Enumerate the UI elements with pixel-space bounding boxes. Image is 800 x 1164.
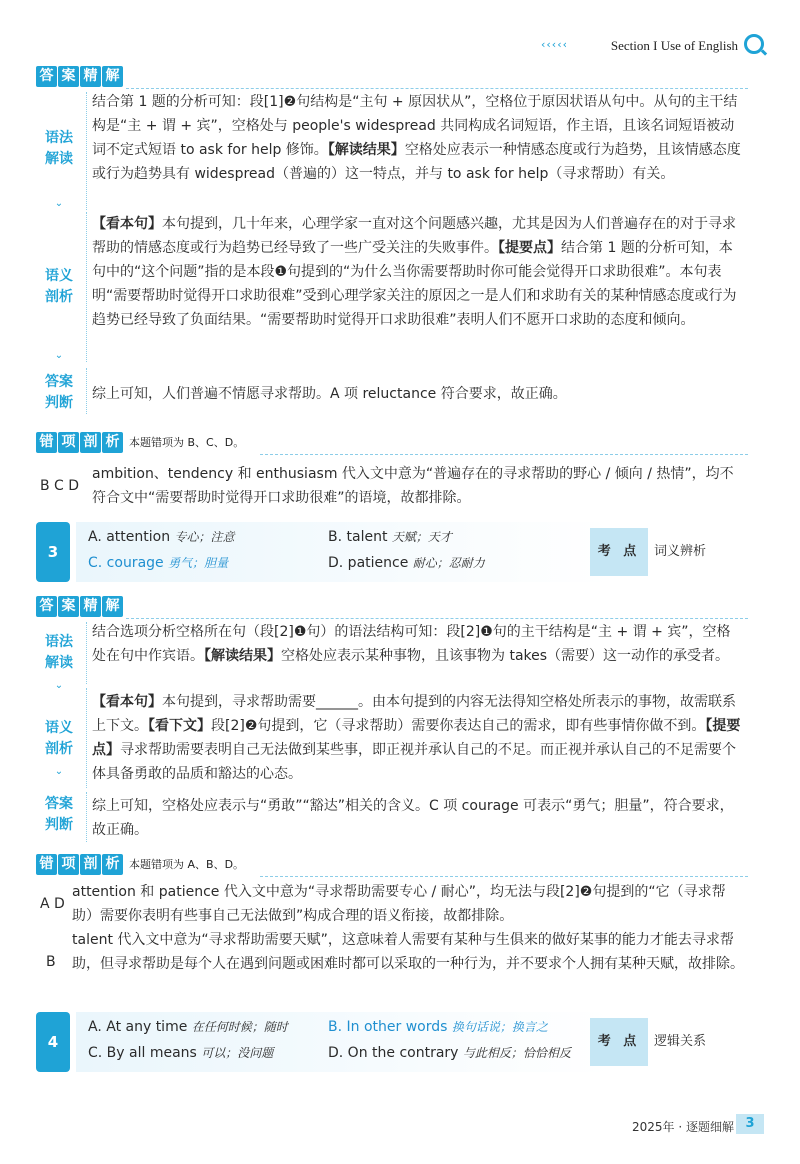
chevron-down-icon: ⌄ — [54, 680, 64, 691]
badge-char: 案 — [58, 66, 79, 87]
test-point-value: 词义辨析 — [654, 544, 707, 559]
label-line: 解读 — [45, 655, 73, 671]
test-point-label: 考 点 — [590, 1018, 648, 1066]
semantic-label — [36, 718, 82, 778]
grammar-result: 空格处应表示一种情感态度或行为趋势，且该情感态度或行为趋势具有 widespread（普遍的）这一特点，并与 to ask for help（寻求帮助）有关。 — [92, 142, 741, 182]
badge-char: 答 — [36, 596, 57, 617]
wrong-note: 本题错项为 A、B、D。 — [129, 858, 245, 871]
badge-char: 项 — [58, 854, 79, 875]
option-b — [328, 528, 452, 545]
header-title: Section I Use of English — [610, 38, 738, 53]
question-number: 3 — [36, 522, 70, 582]
badge-char: 答 — [36, 66, 57, 87]
grammar-text — [92, 620, 744, 668]
option-meaning: 勇气；胆量 — [168, 556, 229, 570]
option-a — [88, 1018, 288, 1035]
divider — [86, 92, 87, 210]
divider — [86, 792, 87, 842]
semantic-tag: 【提要点】 — [498, 240, 561, 256]
header-arrows: ‹‹‹‹‹ — [541, 38, 568, 51]
badge-char: 析 — [102, 432, 123, 453]
page-header — [0, 30, 800, 60]
option-meaning: 专心；注意 — [174, 530, 235, 544]
badge-char: 析 — [102, 854, 123, 875]
divider — [260, 876, 748, 877]
option-text: C. By all means — [88, 1045, 197, 1061]
grammar-result: 空格处应表示某种事物，且该事物为 takes（需要）这一动作的承受者。 — [281, 648, 730, 664]
label-line: 语义 — [45, 268, 73, 284]
option-meaning: 耐心；忍耐力 — [412, 556, 485, 570]
semantic-text — [92, 212, 744, 332]
answer-label — [36, 794, 82, 836]
chevron-down-icon: ⌄ — [54, 350, 64, 361]
label-line: 答案 — [45, 796, 73, 812]
grammar-text — [92, 90, 744, 186]
badge-char: 精 — [80, 596, 101, 617]
wrong-options-header — [36, 852, 244, 876]
grammar-body: 结合选项分析空格所在句（段[2]❶句）的语法结构可知：段[2]❶句的主干结构是“主 + 谓 + 宾”，空格处在句中作宾语。 — [92, 624, 731, 664]
question-4-options — [36, 1012, 748, 1072]
wrong-label: B C D — [40, 478, 80, 494]
grammar-body: 结合第 1 题的分析可知：段[1]❷句结构是“主句 + 原因状从”，空格位于原因状语从句中。从句的主干结构是“主 + 谓 + 宾”，空格处与 people's widespread 共同构成名词短语，作主语，且该名词短语被动词不定式短语 to ask for help 修饰。 — [92, 94, 738, 158]
option-c-correct — [88, 554, 228, 571]
label-line: 剖析 — [45, 741, 73, 757]
chevron-down-icon: ⌄ — [54, 198, 64, 209]
chevron-down-icon: ⌄ — [54, 766, 64, 777]
badge-char: 错 — [36, 432, 57, 453]
option-a — [88, 528, 235, 545]
test-point-label: 考 点 — [590, 528, 648, 576]
option-meaning: 换句话说；换言之 — [451, 1020, 548, 1034]
badge-char: 解 — [102, 66, 123, 87]
answer-text: 综上可知，人们普遍不情愿寻求帮助。A 项 reluctance 符合要求，故正确。 — [92, 386, 567, 402]
badge-char: 错 — [36, 854, 57, 875]
semantic-body: 段[2]❷句提到，它（寻求帮助）需要你表达自己的需求，即有些事情你做不到。 — [211, 718, 706, 734]
option-d — [328, 1044, 571, 1061]
label-line: 语义 — [45, 720, 73, 736]
test-point-value: 逻辑关系 — [654, 1034, 707, 1049]
badge-char: 剖 — [80, 432, 101, 453]
search-icon — [744, 34, 764, 54]
question-3-options — [36, 522, 748, 582]
semantic-tag: 【提要点】 — [92, 718, 741, 758]
semantic-body: 本句提到，寻求帮助需要______。由本句提到的内容无法得知空格处所表示的事物，故需联系上下文。 — [92, 694, 736, 734]
label-line: 语法 — [45, 130, 73, 146]
grammar-label — [36, 128, 82, 210]
option-meaning: 与此相反；恰恰相反 — [462, 1046, 571, 1060]
badge-char: 解 — [102, 596, 123, 617]
label-line: 判断 — [45, 395, 73, 411]
option-text: A. attention — [88, 529, 171, 545]
option-text: D. On the contrary — [328, 1045, 459, 1061]
option-text: C. courage — [88, 555, 164, 571]
question-number: 4 — [36, 1012, 70, 1072]
option-text: D. patience — [328, 555, 409, 571]
badge-char: 剖 — [80, 854, 101, 875]
badge-char: 项 — [58, 432, 79, 453]
answer-text: 综上可知，空格处应表示与“勇敢”“豁达”相关的含义。C 项 courage 可表示“勇气；胆量”，符合要求，故正确。 — [92, 798, 734, 838]
label-line: 语法 — [45, 634, 73, 650]
option-text: B. talent — [328, 529, 388, 545]
page-number: 3 — [736, 1114, 764, 1134]
wrong-text: attention 和 patience 代入文中意为“寻求帮助需要专心 / 耐心”，均无法与段[2]❷句提到的“它（寻求帮助）需要你表明有些事自己无法做到”构成合理的语义衔接，故都排除。 — [72, 884, 726, 924]
option-meaning: 在任何时候；随时 — [191, 1020, 288, 1034]
answer-analysis-header — [36, 64, 123, 88]
badge-char: 案 — [58, 596, 79, 617]
option-text: A. At any time — [88, 1019, 188, 1035]
footer-text: 2025年 · 逐题细解 — [632, 1120, 734, 1134]
divider — [126, 88, 748, 89]
label-line: 解读 — [45, 151, 73, 167]
divider — [86, 622, 87, 684]
divider — [126, 618, 748, 619]
grammar-result-tag: 【解读结果】 — [204, 648, 281, 664]
wrong-options-header — [36, 430, 244, 454]
semantic-body: 结合第 1 题的分析可知，本句中的“这个问题”指的是本段❶句提到的“为什么当你需要帮助时你可能会觉得开口求助很难”。本句表明“需要帮助时觉得开口求助很难”受到心理学家关注的原因之一是人们和求助有关的某种情感态度或行为趋势已经导致了负面结果。“需要帮助时觉得开口求助很难”表明人们不愿开口求助的态度和倾向。 — [92, 240, 737, 328]
option-meaning: 天赋；天才 — [391, 530, 452, 544]
semantic-tag: 【看下文】 — [148, 718, 211, 734]
wrong-text: talent 代入文中意为“寻求帮助需要天赋”，这意味着人需要有某种与生俱来的做好某事的能力才能去寻求帮助，但寻求帮助是每个人在遇到问题或困难时都可以采取的一种行为，并不要求个人拥有某种天赋，故排除。 — [72, 932, 744, 972]
wrong-label: B — [46, 954, 56, 970]
semantic-label — [36, 266, 82, 362]
wrong-note: 本题错项为 B、C、D。 — [129, 436, 245, 449]
option-meaning: 可以；没问题 — [201, 1046, 274, 1060]
divider — [260, 454, 748, 455]
divider — [86, 368, 87, 414]
grammar-label — [36, 632, 82, 692]
wrong-text: ambition、tendency 和 enthusiasm 代入文中意为“普遍存在的寻求帮助的野心 / 倾向 / 热情”，均不符合文中“需要帮助时觉得开口求助很难”的语境，故都排除。 — [92, 466, 734, 506]
answer-analysis-header — [36, 594, 123, 618]
label-line: 答案 — [45, 374, 73, 390]
divider — [86, 688, 87, 788]
answer-label — [36, 372, 82, 414]
grammar-result-tag: 【解读结果】 — [327, 142, 405, 158]
wrong-label: A D — [40, 896, 65, 912]
option-c — [88, 1044, 273, 1061]
option-d — [328, 554, 485, 571]
option-text: B. In other words — [328, 1019, 448, 1035]
semantic-text — [92, 690, 744, 786]
label-line: 剖析 — [45, 289, 73, 305]
badge-char: 精 — [80, 66, 101, 87]
divider — [86, 212, 87, 362]
label-line: 判断 — [45, 817, 73, 833]
option-b-correct — [328, 1018, 548, 1035]
semantic-tag: 【看本句】 — [92, 216, 162, 232]
semantic-tag: 【看本句】 — [92, 694, 162, 710]
semantic-body: 本句提到，几十年来，心理学家一直对这个问题感兴趣，尤其是因为人们普遍存在的对于寻求帮助的情感态度或行为趋势已经导致了一些广受关注的失败事件。 — [92, 216, 736, 256]
semantic-body: 寻求帮助需要表明自己无法做到某些事，即正视并承认自己的不足。而正视并承认自己的不足需要个体具备勇敢的品质和豁达的心态。 — [92, 742, 736, 782]
